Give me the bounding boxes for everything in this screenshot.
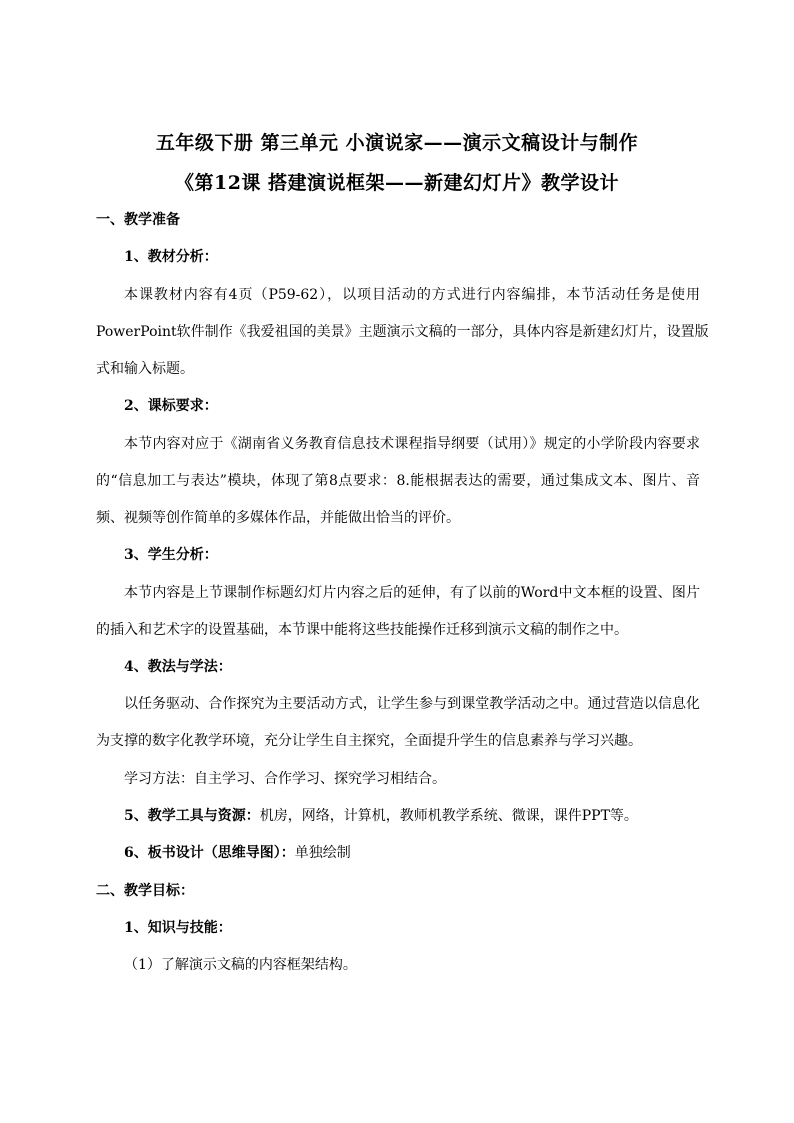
- subheading-teaching-tools: 5、教学工具与资源：: [124, 808, 260, 824]
- section-heading-preparation: 一、教学准备: [96, 212, 180, 228]
- teaching-tools-text: 机房，网络，计算机，教师机教学系统、微课，课件PPT等。: [259, 808, 638, 824]
- subheading-textbook-analysis: 1、教材分析：: [124, 249, 218, 265]
- subheading-student-analysis: 3、学生分析：: [124, 547, 218, 563]
- paragraph-line: PowerPoint软件制作《我爱祖国的美景》主题演示文稿的一部分，具体内容是新建幻灯片，设置版: [96, 324, 709, 340]
- board-design-text: 单独绘制: [294, 845, 351, 861]
- document-title-line1: 五年级下册 第三单元 小演说家——演示文稿设计与制作: [155, 132, 639, 154]
- subheading-board-design: 6、板书设计（思维导图）：: [124, 845, 295, 861]
- paragraph-line: 以任务驱动、合作探究为主要活动方式，让学生参与到课堂教学活动之中。通过营造以信息化: [124, 696, 700, 712]
- paragraph-line: （1）了解演示文稿的内容框架结构。: [124, 957, 357, 973]
- document-title-line2: 《第12课 搭建演说框架——新建幻灯片》教学设计: [174, 172, 620, 194]
- section-heading-objectives: 二、教学目标：: [96, 883, 194, 899]
- paragraph-line: 频、视频等创作简单的多媒体作品，并能做出恰当的评价。: [96, 510, 460, 526]
- subheading-curriculum-requirements: 2、课标要求：: [124, 398, 218, 414]
- paragraph-line: 的“信息加工与表达”模块，体现了第8点要求：8.能根据表达的需要，通过集成文本、图片、音: [96, 473, 700, 489]
- paragraph-line: 本节内容是上节课制作标题幻灯片内容之后的延伸，有了以前的Word中文本框的设置、图片: [124, 585, 700, 601]
- paragraph-line: 的插入和艺术字的设置基础，本节课中能将这些技能操作迁移到演示文稿的制作之中。: [96, 622, 628, 638]
- subheading-knowledge-skills: 1、知识与技能：: [124, 920, 232, 936]
- board-design-line: [124, 843, 728, 863]
- paragraph-line: 为支撑的数字化教学环境，充分让学生自主探究，全面提升学生的信息素养与学习兴趣。: [96, 733, 642, 749]
- subheading-teaching-methods: 4、教法与学法：: [124, 659, 232, 675]
- paragraph-line: 本课教材内容有4页（P59-62），以项目活动的方式进行内容编排，本节活动任务是使用: [124, 287, 700, 303]
- paragraph-line: 学习方法：自主学习、合作学习、探究学习相结合。: [124, 771, 446, 787]
- paragraph-line: 式和输入标题。: [96, 361, 194, 377]
- paragraph-line: 本节内容对应于《湖南省义务教育信息技术课程指导纲要（试用）》规定的小学阶段内容要求: [124, 436, 700, 452]
- teaching-tools-line: [124, 806, 728, 826]
